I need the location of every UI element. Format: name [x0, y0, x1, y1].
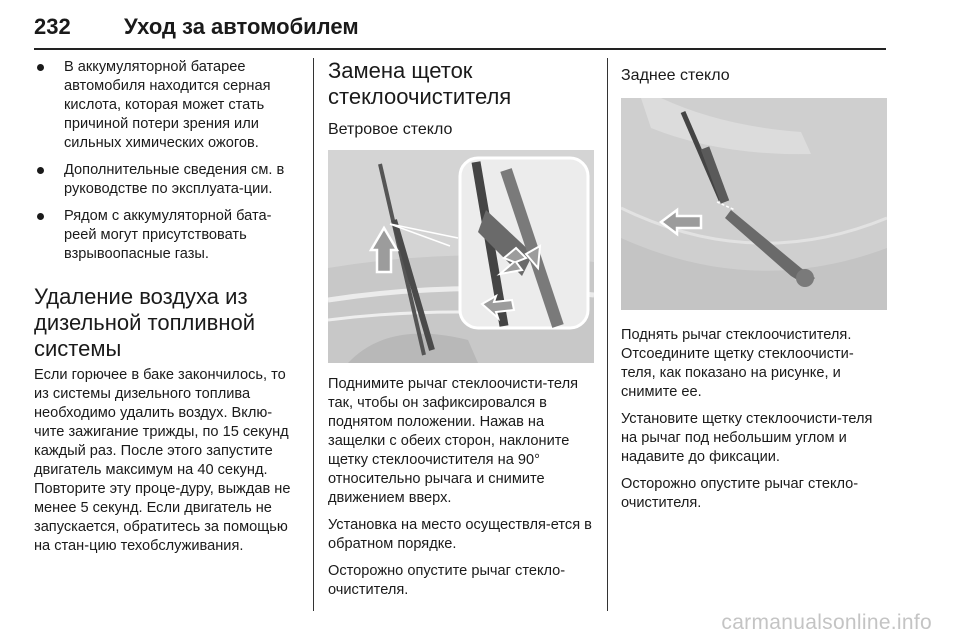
column-divider	[313, 58, 314, 611]
column-right	[621, 58, 887, 513]
bullet-text: В аккумуляторной батарее автомобиля находится серная кислота, которая может стать причиной потери зрения или сильных химических ожогов.	[64, 59, 271, 151]
page-title: Уход за автомобилем	[124, 14, 359, 39]
page-header	[34, 8, 886, 50]
section-title: Удаление воздуха из дизельной топливной системы	[34, 284, 256, 361]
instruction-text: Поднимите рычаг стеклоочисти-теля так, чтобы он зафиксировался в поднятом положении. Нажав на защелки с обеих сторон, наклоните щетку стеклоочистителя на 90° относительно рычага и снимите движением вверх.	[328, 376, 578, 506]
page-number: 232	[34, 14, 71, 39]
instruction-text: Осторожно опустите рычаг стекло-очистителя.	[621, 476, 859, 511]
list-item	[34, 58, 302, 153]
column-divider	[607, 58, 608, 611]
body-text: Если горючее в баке закончилось, то из системы дизельного топлива необходимо удалить воздух. Вклю-чите зажигание трижды, по 15 секунд каждый раз. После этого запустите двигатель максимум на 40 секунд. Повторите эту проце-дуру, выждав не менее 5 секунд. Если двигатель не запускается, обратитесь за помощью на стан-цию техобслуживания.	[34, 367, 291, 554]
bullet-icon	[37, 167, 44, 174]
bullet-icon	[37, 64, 44, 71]
rear-wiper-illustration	[621, 98, 887, 310]
watermark: carmanualsonline.info	[721, 611, 932, 634]
list-item	[34, 161, 302, 199]
windshield-wiper-illustration	[328, 150, 594, 363]
instruction-text: Поднять рычаг стеклоочистителя. Отсоедините щетку стеклоочисти-теля, как показано на рисунке, и снимите ее.	[621, 327, 854, 400]
section-subtitle: Ветровое стекло	[328, 121, 453, 138]
list-item	[34, 207, 302, 264]
column-left	[34, 58, 302, 556]
section-title: Замена щеток стеклоочистителя	[328, 58, 512, 109]
instruction-text: Установите щетку стеклоочисти-теля на рычаг под небольшим углом и надавите до фиксации.	[621, 411, 873, 465]
bullet-text: Дополнительные сведения см. в руководстве по эксплуата-ции.	[64, 162, 285, 197]
section-subtitle: Заднее стекло	[621, 67, 730, 84]
bullet-icon	[37, 213, 44, 220]
instruction-text: Установка на место осуществля-ется в обратном порядке.	[328, 517, 592, 552]
column-middle	[328, 58, 594, 600]
instruction-text: Осторожно опустите рычаг стекло-очистителя.	[328, 563, 566, 598]
bullet-text: Рядом с аккумуляторной бата-реей могут присутствовать взрывоопасные газы.	[64, 208, 272, 262]
